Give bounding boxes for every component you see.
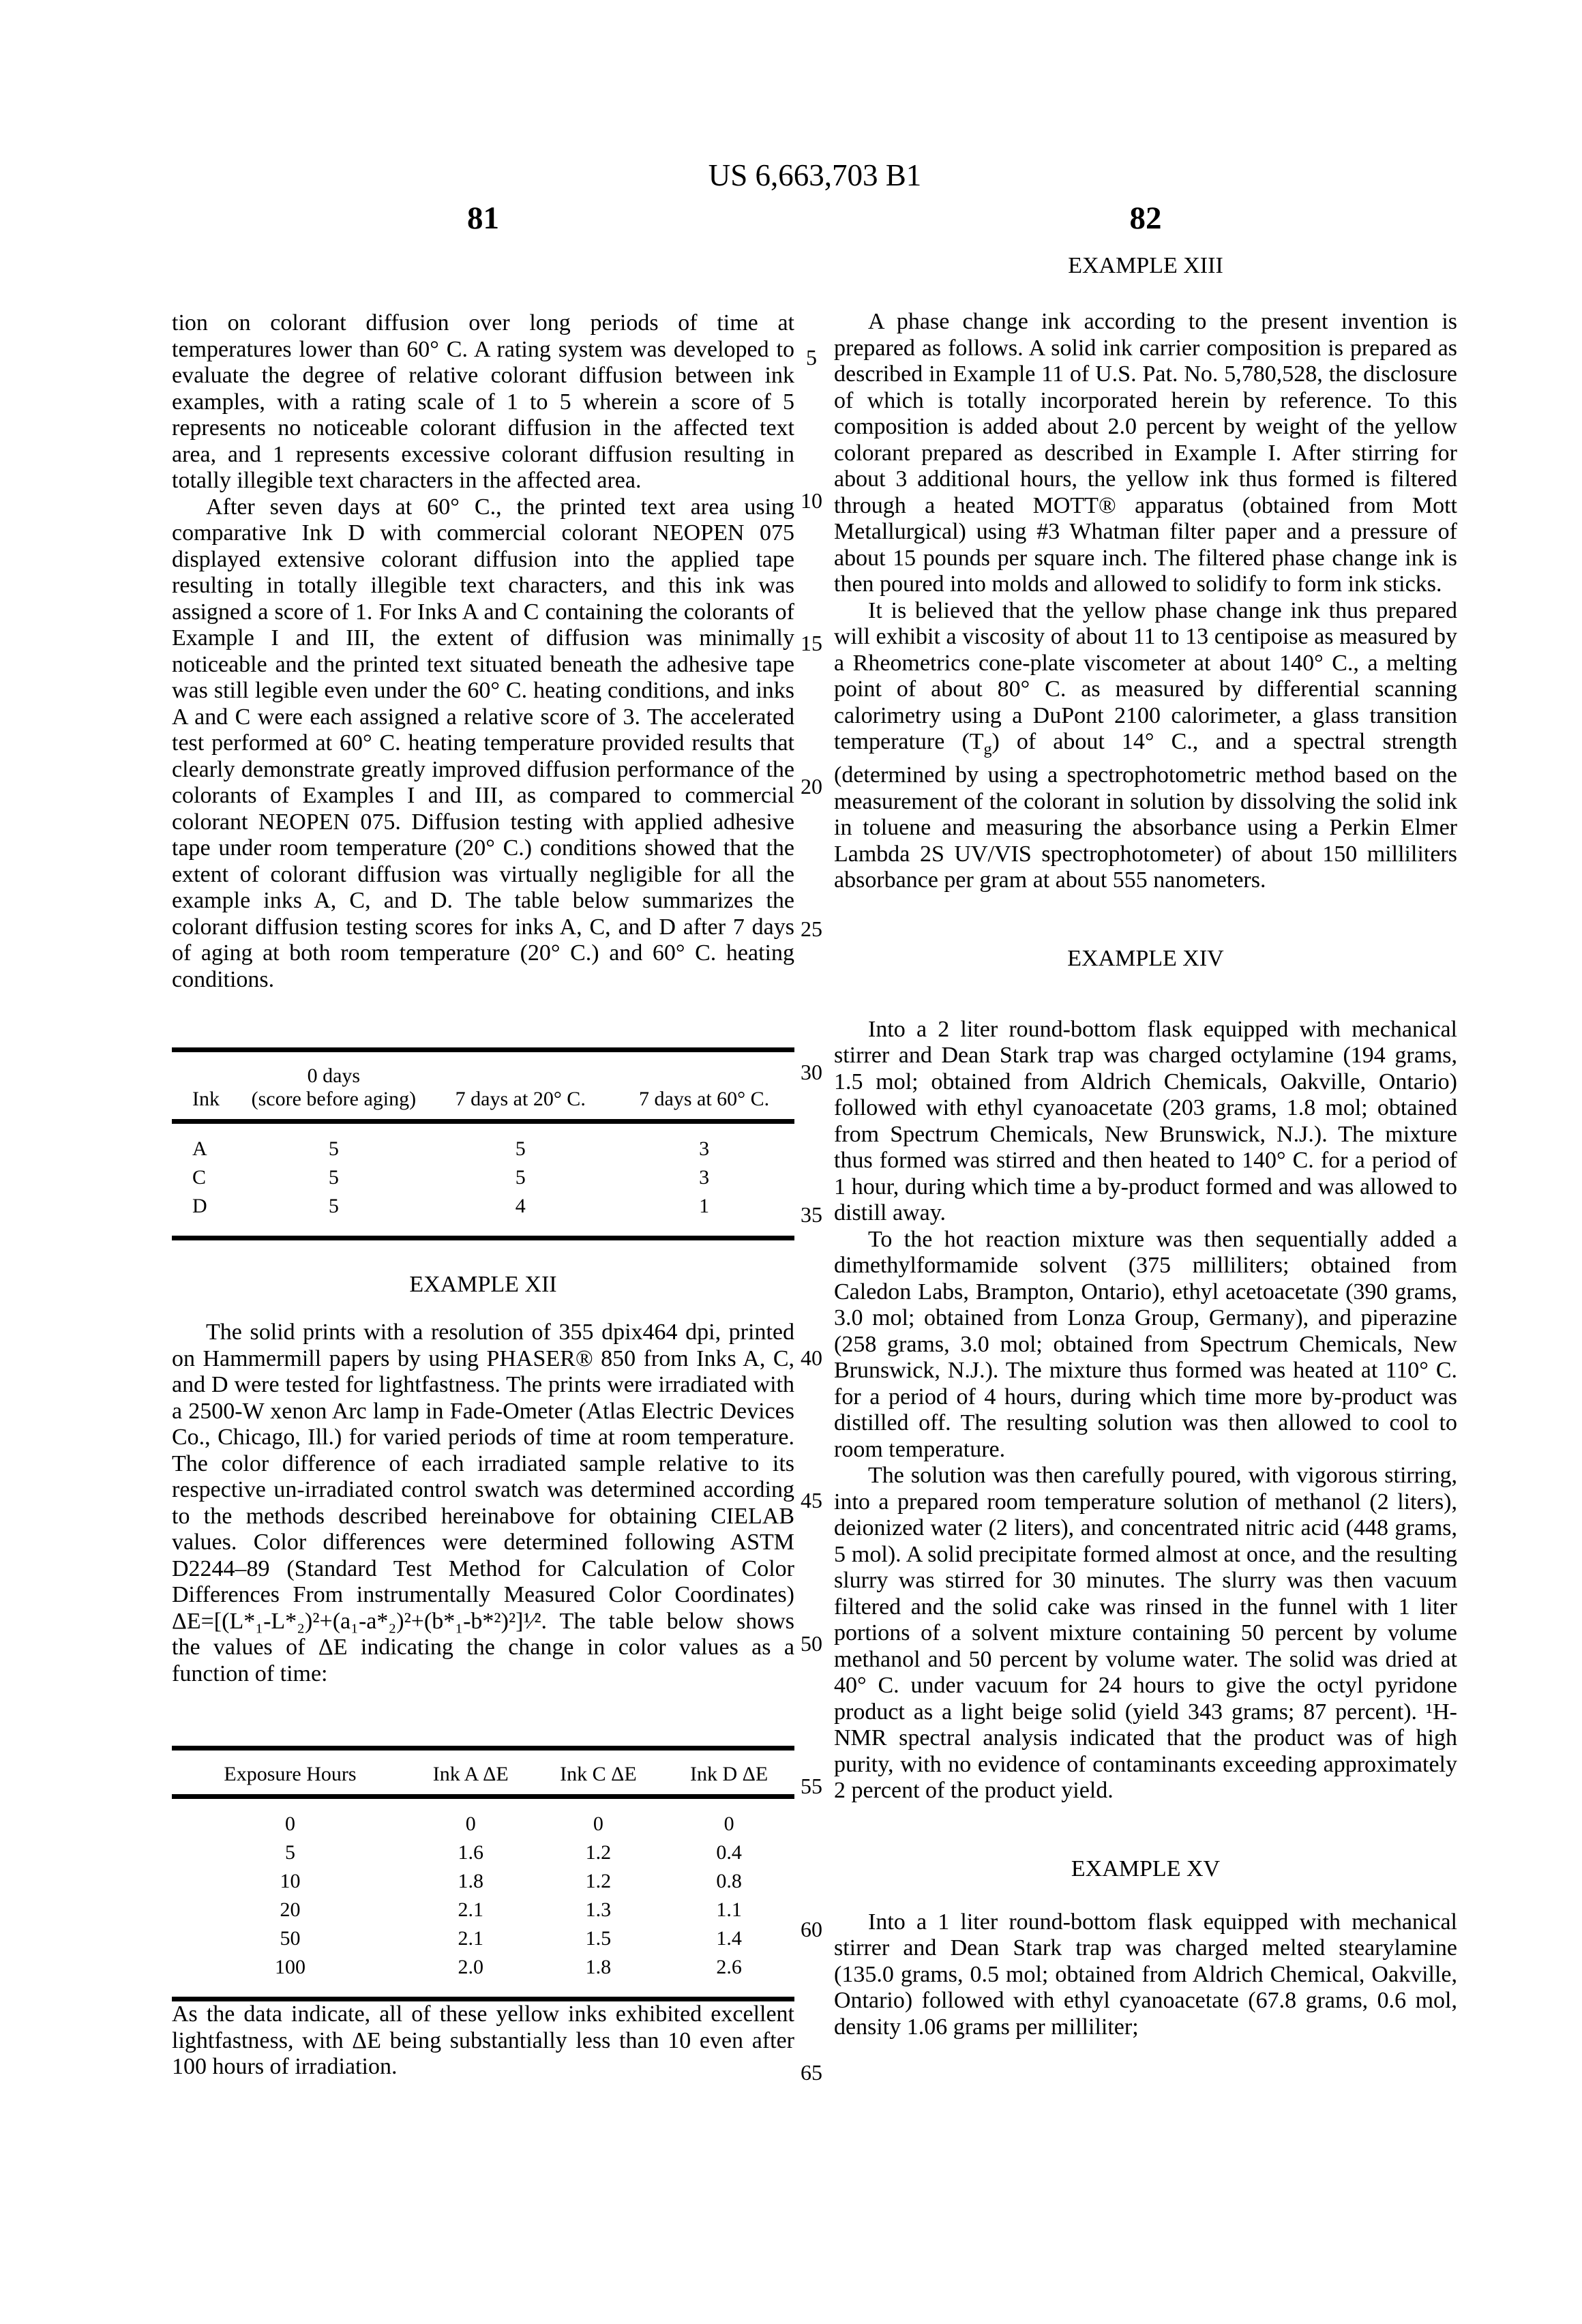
paragraph-lightfastness-test: The solid prints with a resolution of 355 dpix464 dpi, printed on Hammermill papers by using PHASER® 850 from Inks A, C, and D were tested for lightfastness. The prints were irradiated with a 2500-W xenon Arc lamp in Fade-Ometer (Atlas Electric Devices Co., Chicago, Ill.) for varied periods of time at room temperature. The color difference of each irradiated sample relative to its respective un-irradiated control swatch was determined according to the methods described hereinabove for obtaining CIELAB values. Color differences were determined following ASTM D2244–89 (Standard Test Method for Calculation of Color Differences From instrumentally Measured Color Coordinates) ΔE=[(L*₁-L*₂)²+(a₁-a*₂)²+(b*₁-b*²)²]¹⁄². The table below shows the values of ΔE indicating the change in color values as a function of time: (172, 1320, 794, 1686)
cell: 5 (328, 1137, 339, 1160)
cell: 1.2 (585, 1841, 612, 1864)
header-line-1: 0 days (307, 1064, 361, 1087)
cell: 0 (723, 1813, 734, 1835)
gutter-line-number: 50 (801, 1631, 822, 1656)
gutter-line-number: 60 (801, 1917, 822, 1941)
column-header-7-days-60c: 7 days at 60° C. (614, 1050, 794, 1122)
table-row-ink-a (172, 1122, 794, 1164)
cell: 3 (699, 1166, 710, 1189)
table-row-50h (172, 1924, 794, 1953)
gutter-line-number: 25 (801, 917, 822, 941)
column-page-number-82: 82 (1129, 200, 1162, 236)
column-header-7-days-20c: 7 days at 20° C. (427, 1050, 614, 1122)
gutter-line-number: 55 (801, 1774, 822, 1798)
example-xii-heading: EXAMPLE XII (409, 1272, 557, 1297)
cell: 100 (274, 1956, 305, 1978)
table-row-5h (172, 1838, 794, 1867)
column-page-number-81: 81 (467, 200, 499, 236)
lightfastness-table-header (172, 1748, 794, 1797)
cell: 1.8 (585, 1956, 612, 1978)
column-header-ink-d-de: Ink D ΔE (663, 1748, 794, 1797)
example-xiv-heading: EXAMPLE XIV (1067, 945, 1224, 971)
cell: 50 (280, 1927, 301, 1950)
cell: 1.8 (458, 1870, 483, 1892)
cell: 3 (699, 1137, 710, 1160)
gutter-line-number: 30 (801, 1060, 822, 1084)
cell: 5 (284, 1841, 295, 1864)
paragraph-phase-change-ink: A phase change ink according to the present invention is prepared as follows. A solid ink carrier composition is prepared as described in Example 11 of U.S. Pat. No. 5,780,528, the disclosure of which is totally incorporated herein by reference. To this composition is added about 2.0 percent by weight of the yellow colorant prepared as described in Example I. After stirring for about 3 additional hours, the yellow ink thus formed is filtered through a heated MOTT® apparatus (obtained from Mott Metallurgical) using #3 Whatman filter paper and a pressure of about 15 pounds per square inch. The filtered phase change ink is then poured into molds and allowed to solidify to form ink sticks. (834, 309, 1457, 597)
cell: 1.3 (585, 1898, 612, 1921)
cell: 5 (328, 1166, 339, 1189)
column-header-ink-a-de: Ink A ΔE (408, 1748, 533, 1797)
table-row-20h (172, 1896, 794, 1924)
lightfastness-table (172, 1746, 794, 2001)
table-row-ink-c (172, 1163, 794, 1192)
gutter-line-number: 5 (806, 345, 817, 370)
gutter-line-number: 45 (801, 1488, 822, 1513)
column-header-ink-c-de: Ink C ΔE (533, 1748, 664, 1797)
cell: 4 (515, 1195, 526, 1217)
paragraph-segment: It is believed that the yellow phase change ink thus prepared will exhibit a viscosity of about 11 to 13 centipoise as measured by a Rheometrics cone-plate viscometer at about 140° C., a melting point of about 80° C. as measured by differential scanning calorimetry using a DuPont 2100 calorimeter, a glass transition temperature (T (834, 597, 1457, 754)
paragraph-ink-properties (834, 598, 1457, 894)
cell: 1.2 (585, 1870, 612, 1892)
paragraph-octylamine-charge: Into a 2 liter round-bottom flask equipped with mechanical stirrer and Dean Stark trap was charged octylamine (194 grams, 1.5 mol; obtained from Aldrich Chemicals, Oakville, Ontario) followed with ethyl cyanoacetate (203 grams, 1.8 mol; obtained from Spectrum Chemicals, New Brunswick, N.J.). The mixture thus formed was stirred and then heated to 140° C. for a period of 1 hour, during which time a by-product formed and was allowed to distill away. (834, 1016, 1457, 1226)
cell: 10 (280, 1870, 301, 1892)
column-header-ink: Ink (172, 1050, 240, 1122)
left-column (172, 200, 794, 2081)
example-xiii-heading: EXAMPLE XIII (1068, 253, 1223, 278)
table-row-ink-d (172, 1192, 794, 1238)
cell: 20 (280, 1898, 301, 1921)
table-row-10h (172, 1867, 794, 1896)
cell: 0 (593, 1813, 603, 1835)
cell: 2.1 (458, 1927, 483, 1950)
gutter-line-number: 35 (801, 1202, 822, 1227)
cell: 1.5 (585, 1927, 612, 1950)
cell: 0.8 (716, 1870, 742, 1892)
cell: 5 (515, 1137, 526, 1160)
gutter-line-number: 10 (801, 488, 822, 513)
paragraph-diffusion-results: After seven days at 60° C., the printed text area using comparative Ink D with commercial colorant NEOPEN 075 displayed extensive colorant diffusion into the applied tape resulting in totally illegible text characters, and this ink was assigned a score of 1. For Inks A and C containing the colorants of Example I and III, the extent of diffusion was minimally noticeable and the printed text situated beneath the adhesive tape was still legible even under the 60° C. heating conditions, and inks A and C were each assigned a relative score of 3. The accelerated test performed at 60° C. heating temperature provided results that clearly demonstrate greatly improved diffusion performance of the colorants of Examples I and III, as compared to commercial colorant NEOPEN 075. Diffusion testing with applied adhesive tape under room temperature (20° C.) conditions showed that the extent of colorant diffusion was virtually negligible for all the example inks A, C, and D. The table below summarizes the colorant diffusion testing scores for inks A, C, and D after 7 days of aging at both room temperature (20° C.) and 60° C. heating conditions. (172, 494, 794, 992)
cell: 2.6 (716, 1956, 742, 1978)
cell: A (192, 1137, 207, 1160)
paragraph-colorant-rating: tion on colorant diffusion over long periods of time at temperatures lower than 60° C. A rating system was developed to evaluate the degree of relative colorant diffusion between ink examples, with a rating scale of 1 to 5 wherein a score of 5 represents no noticeable colorant diffusion in the affected text area, and 1 represents excessive colorant diffusion resulting in totally illegible text characters in the affected area. (172, 310, 794, 493)
right-column (834, 200, 1457, 2040)
diffusion-table-header (172, 1050, 794, 1122)
paragraph-precipitation: The solution was then carefully poured, with vigorous stirring, into a prepared room temperature solution of methanol (2 liters), deionized water (2 liters), and concentrated nitric acid (448 grams, 5 mol). A solid precipitate formed almost at once, and the resulting slurry was stirred for 30 minutes. The slurry was then vacuum filtered and the solid cake was rinsed in the funnel with 1 liter portions of a solvent mixture containing 50 percent by volume methanol and 50 percent by volume water. The solid was dried at 40° C. under vacuum for 24 hours to give the octyl pyridone product as a light beige solid (yield 343 grams; 87 percent). ¹H-NMR spectral analysis indicated that the product was of high purity, with no evidence of contaminants exceeding approximately 2 percent of the product yield. (834, 1463, 1457, 1804)
patent-number-header: US 6,663,703 B1 (708, 158, 922, 192)
example-xv-heading: EXAMPLE XV (1071, 1856, 1221, 1881)
gutter-line-number: 65 (801, 2060, 822, 2085)
paragraph-stearylamine-charge: Into a 1 liter round-bottom flask equipped with mechanical stirrer and Dean Stark trap was charged melted stearylamine (135.0 grams, 0.5 mol; obtained from Aldrich Chemical, Oakville, Ontario) followed with ethyl cyanoacetate (67.8 grams, 0.6 mol, density 1.06 grams per milliliter; (834, 1909, 1457, 2040)
cell: 5 (328, 1195, 339, 1217)
cell: 0 (284, 1813, 295, 1835)
cell: 0.4 (716, 1841, 742, 1864)
cell: C (192, 1166, 207, 1189)
cell: 1.4 (716, 1927, 742, 1950)
subscript-g: g (983, 740, 992, 758)
cell: 0 (465, 1813, 476, 1835)
paragraph-sequential-addition: To the hot reaction mixture was then sequentially added a dimethylformamide solvent (375 milliliters; obtained from Caledon Labs, Brampton, Ontario), ethyl acetoacetate (390 grams, 3.0 mol; obtained from Lonza Group, Germany), and piperazine (258 grams, 3.0 mol; obtained from Spectrum Chemicals, New Brunswick, N.J.). The mixture thus formed was heated at 110° C. for a period of 4 hours, during which time more by-product was distilled off. The resulting solution was then allowed to cool to room temperature. (834, 1226, 1457, 1462)
cell: 1.6 (458, 1841, 483, 1864)
paragraph-conclusion: As the data indicate, all of these yellow inks exhibited excellent lightfastness, with ΔE being substantially less than 10 even after 100 hours of irradiation. (172, 2001, 794, 2079)
gutter-line-number: 20 (801, 774, 822, 799)
cell: 1.1 (716, 1898, 742, 1921)
cell: 2.1 (458, 1898, 483, 1921)
table-row-100h (172, 1953, 794, 1999)
table-row-0h (172, 1797, 794, 1839)
column-header-exposure-hours: Exposure Hours (172, 1748, 408, 1797)
diffusion-score-table (172, 1047, 794, 1240)
cell: D (192, 1195, 207, 1217)
gutter-line-number: 40 (801, 1345, 822, 1370)
column-header-0-days (240, 1050, 427, 1122)
cell: 1 (699, 1195, 710, 1217)
paragraph-segment: ) of about 14° C., and a spectral strength (determined by using a spectrophotometric method based on the measurement of the colorant in solution by dissolving the solid ink in toluene and measuring the absorbance using a Perkin Elmer Lambda 2S UV/VIS spectrophotometer) of about 150 milliliters absorbance per gram at about 555 nanometers. (834, 729, 1457, 893)
gutter-line-number: 15 (801, 631, 822, 655)
cell: 5 (515, 1166, 526, 1189)
header-line-2: (score before aging) (251, 1088, 417, 1110)
cell: 2.0 (458, 1956, 483, 1978)
